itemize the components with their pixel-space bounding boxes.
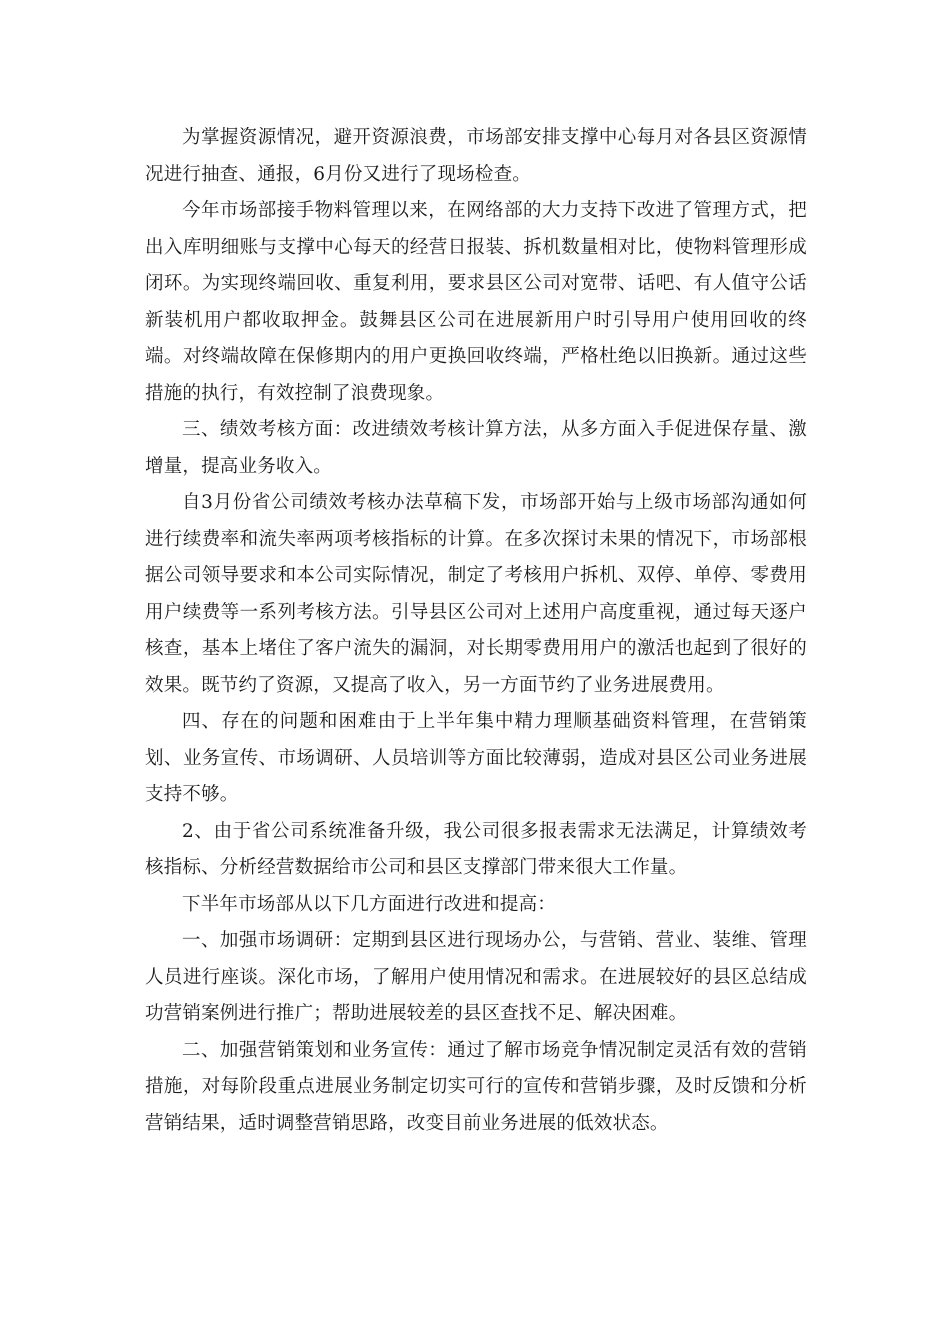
document-body bbox=[145, 120, 807, 1142]
paragraph-system-upgrade: 2、由于省公司系统准备升级，我公司很多报表需求无法满足，计算绩效考核指标、分析经营数据给市公司和县区支撑部门带来很大工作量。 bbox=[145, 820, 807, 878]
paragraph-market-research: 一、加强市场调研：定期到县区进行现场办公，与营销、营业、装维、管理人员进行座谈。深化市场，了解用户使用情况和需求。在进展较好的县区总结成功营销案例进行推广；帮助进展较差的县区查找不足、解决困难。 bbox=[145, 930, 807, 1024]
paragraph-second-half-intro: 下半年市场部从以下几方面进行改进和提高： bbox=[182, 893, 557, 915]
paragraph-performance-detail: 自3月份省公司绩效考核办法草稿下发，市场部开始与上级市场部沟通如何进行续费率和流失率两项考核指标的计算。在多次探讨未果的情况下，市场部根据公司领导要求和本公司实际情况，制定了考核用户拆机、双停、单停、零费用用户续费等一系列考核方法。引导县区公司对上述用户高度重视，通过每天逐户核查，基本上堵住了客户流失的漏洞，对长期零费用用户的激活也起到了很好的效果。既节约了资源，又提高了收入，另一方面节约了业务进展费用。 bbox=[145, 492, 807, 696]
paragraph-performance-heading: 三、绩效考核方面：改进绩效考核计算方法，从多方面入手促进保存量、激增量，提高业务收入。 bbox=[145, 419, 807, 477]
paragraph-problems: 四、存在的问题和困难由于上半年集中精力理顺基础资料管理，在营销策划、业务宣传、市场调研、人员培训等方面比较薄弱，造成对县区公司业务进展支持不够。 bbox=[145, 711, 807, 805]
paragraph-marketing-planning: 二、加强营销策划和业务宣传：通过了解市场竞争情况制定灵活有效的营销措施，对每阶段重点进展业务制定切实可行的宣传和营销步骤，及时反馈和分析营销结果，适时调整营销思路，改变目前业务进展的低效状态。 bbox=[145, 1039, 807, 1134]
paragraph-material-management: 今年市场部接手物料管理以来，在网络部的大力支持下改进了管理方式，把出入库明细账与支撑中心每天的经营日报装、拆机数量相对比，使物料管理形成闭环。为实现终端回收、重复利用，要求县区公司对宽带、话吧、有人值守公话新装机用户都收取押金。鼓舞县区公司在进展新用户时引导用户使用回收的终端。对终端故障在保修期内的用户更换回收终端，严格杜绝以旧换新。通过这些措施的执行，有效控制了浪费现象。 bbox=[145, 200, 807, 404]
paragraph-resource-check: 为掌握资源情况，避开资源浪费，市场部安排支撑中心每月对各县区资源情况进行抽查、通报，6月份又进行了现场检查。 bbox=[145, 127, 807, 185]
